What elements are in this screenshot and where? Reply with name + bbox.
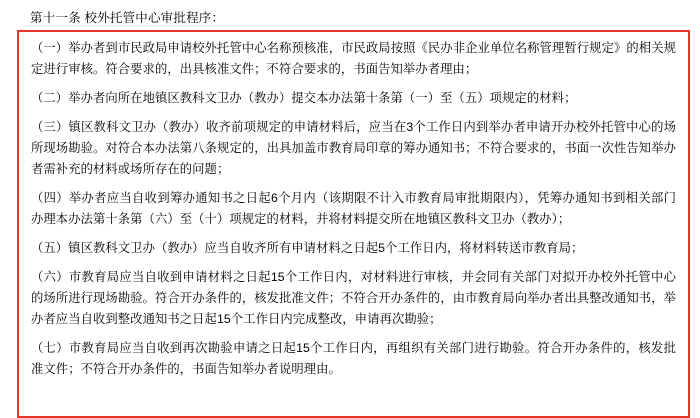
clause-paragraph: （五）镇区教科文卫办（教办）应当自收齐所有申请材料之日起5个工作日内，将材料转送市教育局； <box>31 241 584 255</box>
clause-paragraph: （六）市教育局应当自收到申请材料之日起15个工作日内，对材料进行审核，并会同有关部门对拟开办校外托管中心的场所进行现场勘验。符合开办条件的，核发批准文件；不符合开办条件的，由市教育局向举办者出具整改通知书，举办者应当自收到整改通知书之日起15个工作日内完成整改，申请再次勘验； <box>31 270 676 326</box>
clause-paragraph: （三）镇区教科文卫办（教办）收齐前项规定的申请材料后，应当在3个工作日内到举办者申请开办校外托管中心的场所现场勘验。对符合本办法第八条规定的，出具加盖市教育局印章的筹办通知书；不符合要求的，书面一次性告知举办者需补充的材料或场所存在的问题； <box>31 120 676 176</box>
clause-paragraph: （一）举办者到市民政局申请校外托管中心名称预核准，市民政局按照《民办非企业单位名称管理暂行规定》的相关规定进行审核。符合要求的，出具核准文件；不符合要求的，书面告知举办者理由； <box>31 41 676 76</box>
clause-paragraph: （二）举办者向所在地镇区教科文卫办（教办）提交本办法第十条第（一）至（五）项规定的材料； <box>31 91 577 105</box>
clause-paragraph: （七）市教育局应当自收到再次勘验申请之日起15个工作日内，再组织有关部门进行勘验。符合开办条件的，核发批准文件；不符合开办条件的，书面告知举办者说明理由。 <box>31 341 676 376</box>
clause-paragraph: （四）举办者应当自收到筹办通知书之日起6个月内（该期限不计入市教育局审批期限内），凭筹办通知书到相关部门办理本办法第十条第（六）至（十）项规定的材料，并将材料提交所在地镇区教科文卫办（教办）； <box>31 191 676 226</box>
page-title: 第十一条 校外托管中心审批程序： <box>30 11 225 25</box>
highlighted-clause-box <box>17 30 690 418</box>
